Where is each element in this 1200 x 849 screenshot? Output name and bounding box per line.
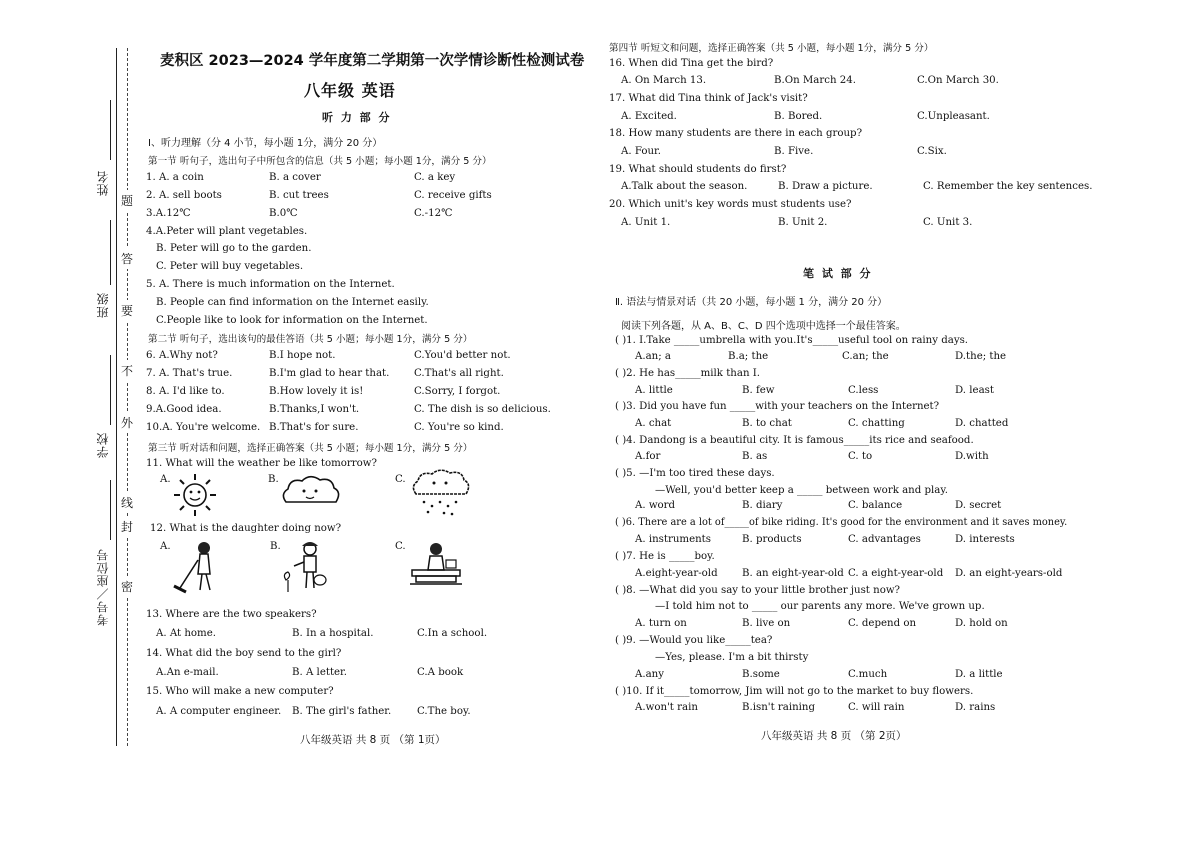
option-line: B. Peter will go to the garden. [156,243,312,254]
question-text: ( )1. I.Take _____umbrella with you.It's_____useful tool on rainy days. [615,335,969,346]
class-label: 班级 [96,292,110,318]
listening-section-heading: 听 力 部 分 [322,111,392,124]
seat-blank [110,480,111,540]
seal-char: 要 [121,300,133,321]
class-blank [110,220,111,285]
seal-char: 题 [121,190,133,211]
section4-heading: 第四节 听短文和问题，选择正确答案（共 5 小题，每小题 1分，满分 5 分） [609,43,934,54]
question-text: 14. What did the boy send to the girl? [146,648,342,659]
question-text: ( )2. He has_____milk than I. [615,368,761,379]
instruction: 阅读下列各题，从 A、B、C、D 四个选项中选择一个最佳答案。 [621,321,906,332]
binding-line [116,48,117,746]
reading-girl-icon [406,540,466,590]
watering-plants-icon [280,540,336,598]
seal-char: 线 [121,492,133,513]
name-label: 姓名 [96,170,110,196]
binding-strip [0,0,150,849]
option-line: B. People can find information on the Internet easily. [156,297,429,308]
section1-heading: 第一节 听句子，选出句子中所包含的信息（共 5 小题；每小题 1分，满分 5 分） [148,156,492,167]
sweeping-girl-icon [172,540,228,598]
seal-char: 密 [121,576,133,597]
sun-icon [170,470,220,520]
cloud-icon [278,472,344,512]
written-section-heading: 笔 试 部 分 [803,267,873,280]
seal-char: 外 [121,412,133,433]
question-text: ( )5. —I'm too tired these days. [615,468,775,479]
name-blank [110,100,111,160]
question-text: 20. Which unit's key words must students use? [609,199,852,210]
school-label: 学校 [96,432,110,458]
question-text: ( )9. —Would you like_____tea? [615,635,773,646]
question-text: 17. What did Tina think of Jack's visit? [609,93,808,104]
pic-label: B. [270,541,281,552]
rain-cloud-icon [410,468,474,520]
option-line: 5. A. There is much information on the Internet. [146,279,395,290]
question-text: 15. Who will make a new computer? [146,686,334,697]
question-text: ( )3. Did you have fun _____with your teachers on the Internet? [615,401,940,412]
question-text: ( )10. If it_____tomorrow, Jim will not go to the market to buy flowers. [615,686,974,697]
option-line: C. Peter will buy vegetables. [156,261,304,272]
seal-char: 封 [121,516,133,537]
pic-label: C. [395,474,406,485]
seal-char: 不 [121,360,133,381]
part1-heading: Ⅰ、听力理解（分 4 小节，每小题 1分，满分 20 分） [148,138,383,149]
grade-subject: 八年级 英语 [304,81,396,100]
seat-label: 考号／座位号 [96,548,110,626]
page-footer: 八年级英语 共 8 页 （第 2页） [761,730,907,742]
question-text: 12. What is the daughter doing now? [150,523,342,534]
question-text: ( )4. Dandong is a beautiful city. It is famous_____its rice and seafood. [615,435,974,446]
pic-label: A. [160,541,171,552]
seal-char: 答 [121,248,133,269]
question-text: ( )6. There are a lot of_____of bike riding. It's good for the environment and it saves money. [615,517,1068,528]
exam-page: 姓名 班级 学校 考号／座位号 题 答 要 不 外 线 封 密 麦积区 2023—2024 学年度第二学期第一次学情诊断性检测试卷 八年级 英语 听 力 部 分 Ⅰ、听力理解（分 4 小节，每小题 1分，满分 20 分） 第一节 听句子，选出句子中所包含的信息（共 5 小题；每小题 1分，满分 5 分） 1. A. a coin B. a cover C. a key 2. A. sell boots B. cut trees C. receive gifts 3.A.12℃ B.0℃ C.-12℃ 4.A.Peter will plant vegetables. B. Peter will go to the garden. C. Peter will buy vegetables. 5. A. There is much information on the Internet. B. People can find information on the Internet easily. C.People like to look for information on the Internet. 第二节 听句子，选出该句的最佳答语（共 5 小题；每小题 1分，满分 5 分） 6. A.Why not? B.I hope not. C.You'd better not. 7. A. That's true. B.I'm glad to hear that. C.That's all right. 8. A. I'd like to. B.How lovely it is! C.Sorry, I forgot. 9.A.Good idea. B.Thanks,I won't. C. The dish is so delicious. 10.A. You're welcome. B.That's for sure. C. You're so kind. 第三节 听对话和问题，选择正确答案（共 5 小题；每小题 1分，满分 5 分） 11. What will the weather be like tomorrow? A. B. C. 12. What is the daughter doing now? A. B. C. 13. Where are the two speakers? A. At home. B. In a hospital. C.In a school. 14. What did the boy send to the girl? A.An e-mail. B. A letter. C.A book 15. Who will make a new computer? A. A computer engineer. B. The girl's father. C.The boy. 八年级英语 共 8 页 （第 1页） 第四节 听短文和问题，选择正确答案（共 5 小题，每小题 1分，满分 5 分） 16. When did Tina get the bird? A. On March 13. B.On March 24. C.On March 30. 17. What did Tina think of Jack's visit? A. Excited. B. Bored. C.Unpleasant. 18. How many students are there in each group? A. Four. B. Five. C.Six. 19. What should students do first? A.Talk about the season. B. Draw a picture. C. Remember the key sentences. 20. Which unit's key words must students use? A. Unit 1. B. Unit 2. C. Unit 3. 笔 试 部 分 Ⅱ. 语法与情景对话（共 20 小题，每小题 1 分，满分 20 分） 阅读下列各题，从 A、B、C、D 四个选项中选择一个最佳答案。 ( )1. I.Take _____umbrella with you.It's_____useful tool on rainy days. A.an; a B.a; the C.an; the D.the; the ( )2. He has_____milk than I. A. little B. few C.less D. least ( )3. Did you have fun _____with your teachers on the Internet? A. chat B. to chat C. chatting D. chatted ( )4. Dandong is a beautiful city. It is famous_____its rice and seafood. A.for B. as C. to D.with ( )5. —I'm too tired these days. —Well, you'd better keep a _____ between work and play. A. word B. diary C. balance D. secret ( )6. There are a lot of_____of bike riding. It's good for the environment and it saves money. A. instruments B. products C. advantages D. interests ( )7. He is _____boy. A.eight-year-old B. an eight-year-old C. a eight-year-old D. an eight-years-old ( )8. —What did you say to your little brother just now? —I told him not to _____ our parents any more. We've grown up. A. turn on B. live on C. depend on D. hold on ( )9. —Would you like_____tea? —Yes, please. I'm a bit thirsty A.any B.some C.much D. a little ( )10. If it_____tomorrow, Jim will not go to the market to buy flowers. A.won't rain B.isn't raining C. will rain D. rains 八年级英语 共 8 页 （第 2页） [0,0,1200,849]
question-text-cont: —I told him not to _____ our parents any more. We've grown up. [655,601,985,612]
question-text: 16. When did Tina get the bird? [609,58,774,69]
question-text-cont: —Yes, please. I'm a bit thirsty [655,652,809,663]
binding-dashed-line [127,48,128,746]
option-line: C.People like to look for information on the Internet. [156,315,428,326]
section3-heading: 第三节 听对话和问题，选择正确答案（共 5 小题；每小题 1分，满分 5 分） [148,443,473,454]
pic-label: C. [395,541,406,552]
question-text: ( )7. He is _____boy. [615,551,715,562]
page-footer: 八年级英语 共 8 页 （第 1页） [300,734,446,746]
school-blank [110,355,111,425]
question-text: 11. What will the weather be like tomorrow? [146,458,377,469]
exam-title: 麦积区 2023—2024 学年度第二学期第一次学情诊断性检测试卷 [160,53,585,69]
part2-heading: Ⅱ. 语法与情景对话（共 20 小题，每小题 1 分，满分 20 分） [615,297,888,308]
question-text: 18. How many students are there in each group? [609,128,863,139]
question-text-cont: —Well, you'd better keep a _____ between work and play. [655,485,948,496]
section2-heading: 第二节 听句子，选出该句的最佳答语（共 5 小题；每小题 1分，满分 5 分） [148,334,473,345]
option-line: 4.A.Peter will plant vegetables. [146,226,308,237]
pic-label: B. [268,474,279,485]
question-text: 19. What should students do first? [609,164,787,175]
pic-label: A. [160,474,171,485]
question-text: ( )8. —What did you say to your little brother just now? [615,585,901,596]
question-text: 13. Where are the two speakers? [146,609,317,620]
